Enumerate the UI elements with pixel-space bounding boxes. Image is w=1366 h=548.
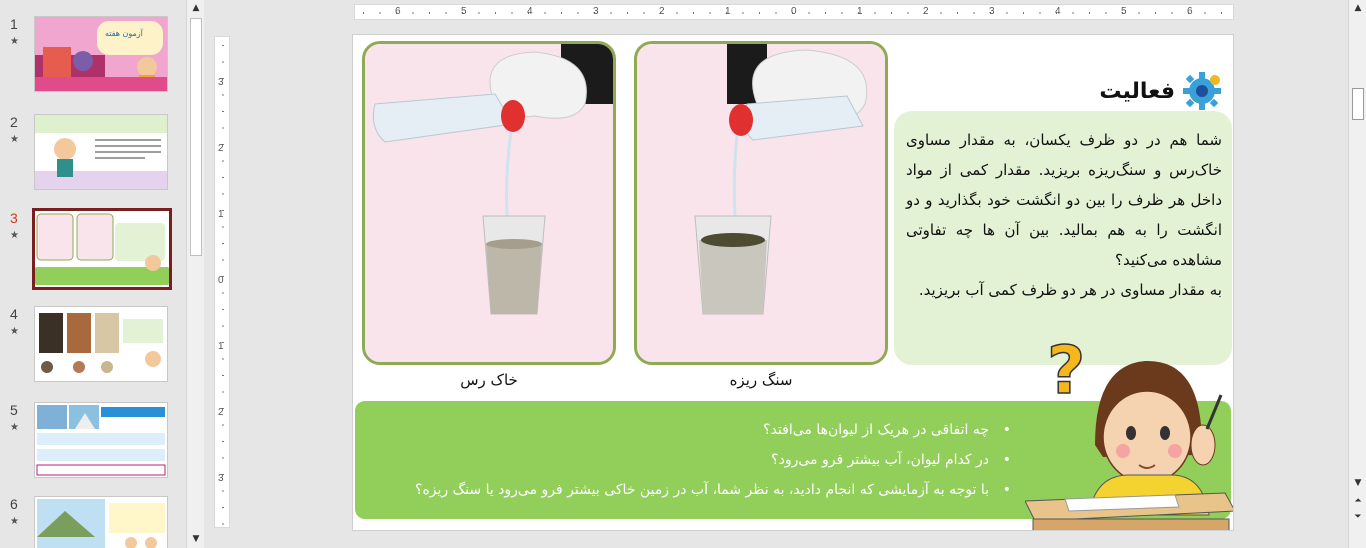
gravel-caption: سنگ ریزه bbox=[729, 371, 793, 389]
clay-soil-caption: خاک رس bbox=[460, 371, 518, 389]
next-slide-icon[interactable]: ⏷ bbox=[1354, 512, 1362, 522]
animation-star-icon: ★ bbox=[10, 134, 19, 145]
ruler-number: 1 bbox=[218, 209, 224, 220]
ruler-number: 0 bbox=[791, 6, 797, 17]
ruler-number: 6 bbox=[395, 6, 401, 17]
slide-preview[interactable] bbox=[34, 114, 168, 190]
ruler-number: 5 bbox=[461, 6, 467, 17]
thinking-boy-illustration bbox=[1025, 325, 1234, 531]
animation-star-icon: ★ bbox=[10, 326, 19, 337]
slide-preview[interactable] bbox=[34, 496, 168, 548]
activity-instructions-2: به مقدار مساوی در هر دو ظرف کمی آب بریزید. bbox=[918, 281, 1222, 299]
ruler-number: 4 bbox=[1055, 6, 1061, 17]
ruler-number: 2 bbox=[659, 6, 665, 17]
ruler-number: 4 bbox=[527, 6, 533, 17]
slide-canvas[interactable] bbox=[352, 34, 1234, 531]
slide-number: 4 bbox=[10, 306, 18, 322]
slide-number: 6 bbox=[10, 496, 18, 512]
ruler-number: 3 bbox=[593, 6, 599, 17]
slide-editor-area bbox=[206, 0, 1348, 548]
scroll-down-arrow-icon[interactable]: ▼ bbox=[192, 534, 200, 544]
scroll-up-arrow-icon[interactable]: ▲ bbox=[1354, 3, 1362, 13]
ruler-number: 3 bbox=[989, 6, 995, 17]
ruler-number: 2 bbox=[218, 143, 224, 154]
ruler-number: 3 bbox=[218, 473, 224, 484]
slide-thumbnail-panel bbox=[0, 0, 206, 548]
scroll-up-arrow-icon[interactable]: ▲ bbox=[192, 3, 200, 13]
gear-icon bbox=[1181, 70, 1223, 112]
slide-preview[interactable] bbox=[34, 402, 168, 478]
activity-title: فعالیت bbox=[1099, 78, 1175, 104]
activity-heading bbox=[1099, 69, 1223, 113]
gravel-photo[interactable] bbox=[634, 41, 888, 365]
horizontal-ruler[interactable] bbox=[354, 4, 1234, 20]
ruler-number: 1 bbox=[218, 341, 224, 352]
ruler-number: 3 bbox=[218, 77, 224, 88]
slide-3-preview-image bbox=[35, 211, 169, 287]
ruler-number: 2 bbox=[923, 6, 929, 17]
activity-instructions: شما هم در دو ظرف یکسان، به مقدار مساوی خاک‌رس و سنگ‌ریزه بریزید. مقدار کمی از مواد داخل هر ظرف را بین دو انگشت خود بگذارید و دو انگشت را به هم بمالید. بین آن ها چه تفاوتی مشاهده می‌کنید؟ bbox=[906, 131, 1222, 269]
slide-preview[interactable] bbox=[34, 16, 168, 92]
animation-star-icon: ★ bbox=[10, 516, 19, 527]
svg-text:?: ? bbox=[1047, 332, 1086, 409]
animation-star-icon: ★ bbox=[10, 36, 19, 47]
clay-soil-photo[interactable] bbox=[362, 41, 616, 365]
ruler-number: 6 bbox=[1187, 6, 1193, 17]
slide-1-title: آزمون هفته bbox=[105, 29, 143, 38]
animation-star-icon: ★ bbox=[10, 230, 19, 241]
slide-number: 1 bbox=[10, 16, 18, 32]
ruler-number: 1 bbox=[725, 6, 731, 17]
questions-list bbox=[415, 415, 1011, 505]
slide-preview[interactable] bbox=[34, 306, 168, 382]
slide-1-preview-image bbox=[35, 17, 168, 92]
slide-number: 3 bbox=[10, 210, 18, 226]
thumbnail-scrollbar[interactable] bbox=[186, 0, 204, 548]
pouring-water-gravel-image bbox=[637, 44, 885, 362]
slide-preview-selected[interactable] bbox=[32, 208, 172, 290]
slide-6-preview-image bbox=[35, 497, 168, 548]
editor-scrollbar[interactable] bbox=[1348, 0, 1366, 548]
slide-2-preview-image bbox=[35, 115, 168, 190]
ruler-number: 0 bbox=[218, 275, 224, 286]
animation-star-icon: ★ bbox=[10, 422, 19, 433]
question-item: • در کدام لیوان، آب بیشتر فرو می‌رود؟ bbox=[415, 445, 1011, 475]
scroll-down-arrow-icon[interactable]: ▼ bbox=[1354, 478, 1362, 488]
slide-4-preview-image bbox=[35, 307, 168, 382]
scrollbar-thumb[interactable] bbox=[190, 18, 202, 256]
question-item: • چه اتفاقی در هریک از لیوان‌ها می‌افتد؟ bbox=[415, 415, 1011, 445]
ruler-number: 5 bbox=[1121, 6, 1127, 17]
pouring-water-clay-image bbox=[365, 44, 613, 362]
ruler-number: 2 bbox=[218, 407, 224, 418]
slide-number: 2 bbox=[10, 114, 18, 130]
slide-5-preview-image bbox=[35, 403, 168, 478]
ruler-number: 1 bbox=[857, 6, 863, 17]
slide-number: 5 bbox=[10, 402, 18, 418]
previous-slide-icon[interactable]: ⏶ bbox=[1354, 496, 1362, 506]
scrollbar-thumb[interactable] bbox=[1352, 88, 1364, 120]
vertical-ruler[interactable] bbox=[214, 36, 230, 528]
question-item: • با توجه به آزمایشی که انجام دادید، به نظر شما، آب در زمین خاکی بیشتر فرو می‌رود یا سنگ ریزه؟ bbox=[415, 475, 1011, 505]
